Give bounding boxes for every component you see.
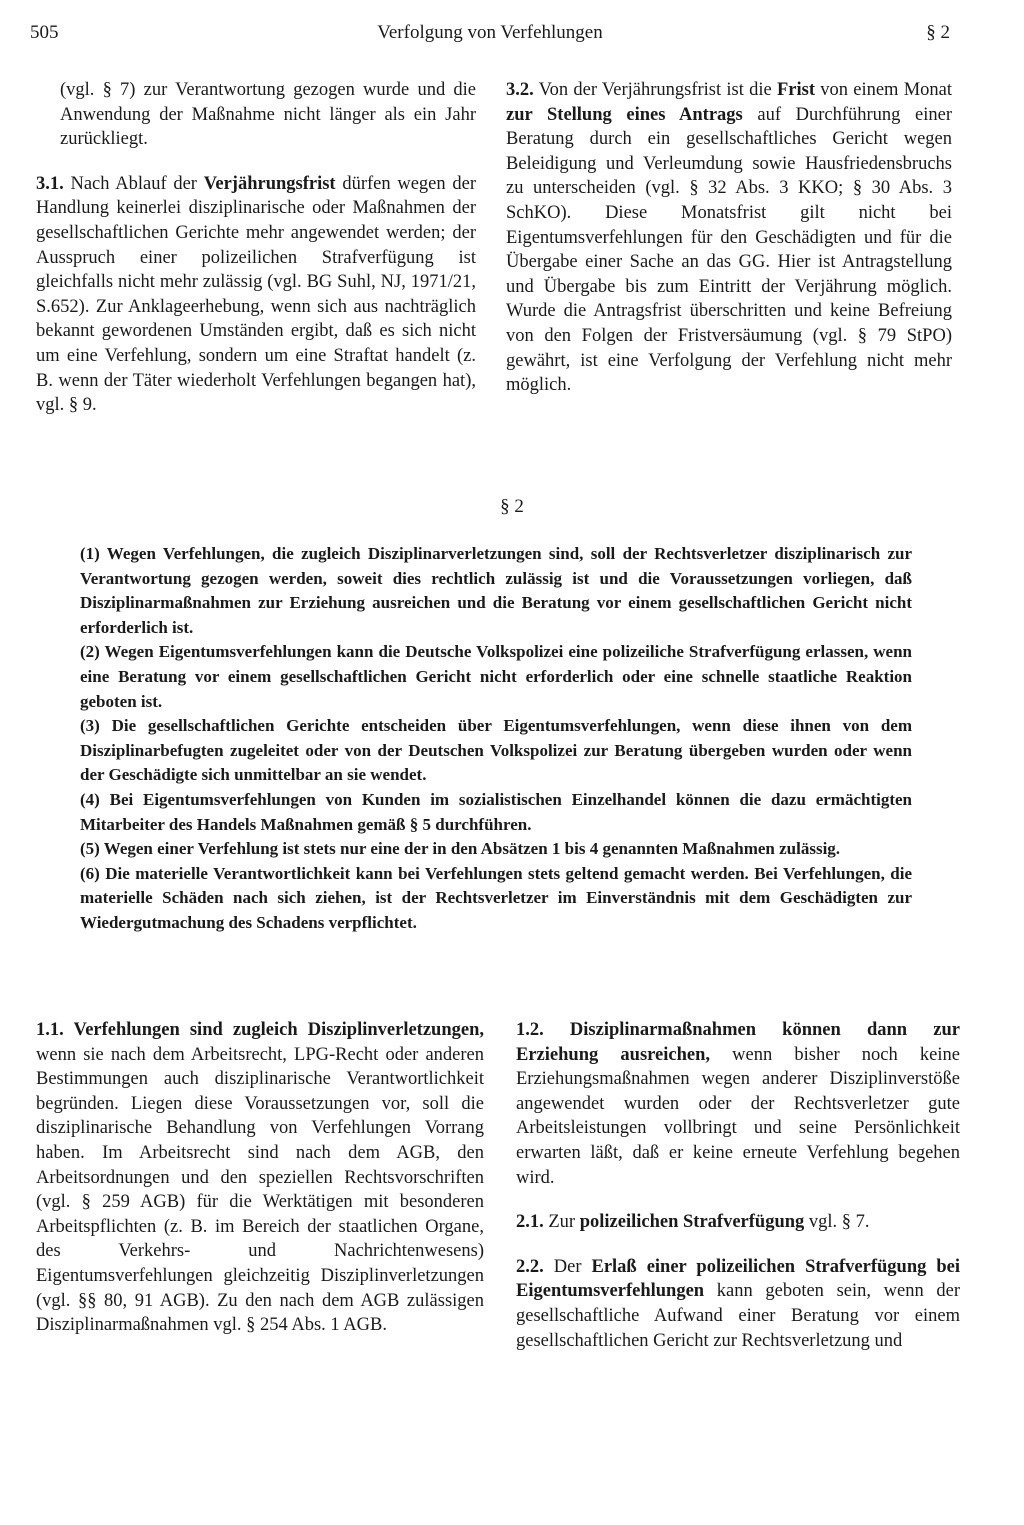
paragraph-3-1: 3.1. Nach Ablauf der Verjährungsfrist dürfen wegen der Handlung keinerlei disziplinarische oder Maßnahmen der gesellschaftlichen Gerichte mehr angewendet werden; der Ausspruch einer polizeilichen Strafverfügung ist gleichfalls nicht mehr zulässig (vgl. BG Suhl, NJ, 1971/21, S.652). Zur Anklageerhebung, wenn sich aus nachträglich bekannt gewordenen Umständen ergibt, daß es sich nicht um eine Verfehlung, sondern um eine Straftat handelt (z. B. wenn der Täter wiederholt Verfehlungen begangen hat), vgl. § 9. [36, 173, 476, 416]
law-text-block [80, 542, 912, 936]
law-paragraph-2: (2) Wegen Eigentumsverfehlungen kann die Deutsche Volkspolizei eine polizeiliche Strafverfügung erlassen, wenn eine Beratung vor einem gesellschaftlichen Gericht nicht erforderlich oder eine schnelle staatliche Reaktion geboten ist. [80, 642, 912, 711]
bottom-right-column [516, 1018, 960, 1353]
paragraph-number: 3.2. [506, 80, 534, 100]
running-title: Verfolgung von Verfehlungen [377, 22, 603, 43]
page-header [30, 22, 950, 52]
law-paragraph-6: (6) Die materielle Verantwortlichkeit kann bei Verfehlungen stets geltend gemacht werden. Bei Verfehlungen, die materielle Schäden nach sich ziehen, ist der Rechtsverletzer im Einverständnis mit dem Geschädigten zur Wiedergutmachung des Schadens verpflichtet. [80, 863, 912, 932]
running-section: § 2 [926, 22, 950, 43]
paragraph-2-1: 2.1. Zur polizeilichen Strafverfügung vgl. § 7. [516, 1212, 870, 1233]
paragraph-3-2: 3.2. Von der Verjährungsfrist ist die Frist von einem Monat zur Stellung eines Antrags auf Durchführung einer Beratung durch ein gesellschaftliches Gericht wegen Beleidigung und Verleumdung sowie Hausfriedensbruchs zu unterscheiden (vgl. § 32 Abs. 3 KKO; § 30 Abs. 3 SchKO). Diese Monatsfrist gilt nicht bei Eigentumsverfehlungen für den Geschädigten und für die Übergabe einer Sache an das GG. Hier ist Antragstellung und Übergabe bis zum Eintritt der Verjährung möglich. Wurde die Antragsfrist überschritten und keine Befreiung von den Folgen der Fristversäumung (vgl. § 79 StPO) gewährt, ist eine Verfolgung der Verfehlung nicht mehr möglich. [506, 80, 952, 396]
bottom-left-column [36, 1018, 484, 1338]
paragraph-number: 3.1. [36, 173, 64, 194]
top-right-column [506, 78, 952, 398]
page-number: 505 [30, 22, 59, 43]
paragraph-continuation: (vgl. § 7) zur Verantwortung gezogen wurde und die Anwendung der Maßnahme nicht länger als ein Jahr zurückliegt. [60, 80, 476, 150]
paragraph-2-2: 2.2. Der Erlaß einer polizeilichen Strafverfügung bei Eigentumsverfehlungen kann geboten sein, wenn der gesellschaftliche Aufwand einer Beratung vor einem gesellschaftlichen Gericht zur Rechtsverletzung und [516, 1256, 961, 1351]
law-paragraph-5: (5) Wegen einer Verfehlung ist stets nur eine der in den Absätzen 1 bis 4 genannten Maßnahmen zulässig. [80, 839, 841, 859]
section-heading: § 2 [500, 496, 524, 517]
law-paragraph-4: (4) Bei Eigentumsverfehlungen von Kunden im sozialistischen Einzelhandel können die dazu ermächtigten Mitarbeiter des Handels Maßnahmen gemäß § 5 durchführen. [80, 789, 912, 834]
law-paragraph-3: (3) Die gesellschaftlichen Gerichte entscheiden über Eigentumsverfehlungen, wenn diese ihnen von dem Disziplinarbefugten zugeleitet oder von der Deutschen Volkspolizei zur Beratung übergeben wurden oder wenn der Geschädigte sich unmittelbar an sie wendet. [80, 716, 912, 785]
top-left-column [36, 78, 476, 418]
paragraph-1-2: 1.2. Disziplinarmaßnahmen können dann zur Erziehung ausreichen, wenn bisher noch keine Erziehungsmaßnahmen wegen anderer Disziplinverstöße angewendet wurden oder der Rechtsverletzer gute Arbeitsleistungen vollbringt und seine Persönlichkeit erwarten läßt, daß er keine erneute Verfehlung begehen wird. [516, 1020, 960, 1188]
law-paragraph-1: (1) Wegen Verfehlungen, die zugleich Disziplinarverletzungen sind, soll der Rechtsverletzer disziplinarisch zur Verantwortung gezogen werden, soweit dies rechtlich zulässig ist und die Voraussetzungen vorliegen, daß Disziplinarmaßnahmen zur Erziehung ausreichen und die Beratung vor einem gesellschaftlichen Gericht nicht erforderlich ist. [80, 544, 912, 637]
paragraph-1-1: 1.1. Verfehlungen sind zugleich Disziplinverletzungen, wenn sie nach dem Arbeitsrecht, LPG-Recht oder anderen Bestimmungen auch disziplinarische Verantwortlichkeit begründen. Liegen diese Voraussetzungen vor, soll die disziplinarische Behandlung von Verfehlungen Vorrang haben. Im Arbeitsrecht sind nach dem AGB, den Arbeitsordnungen und den speziellen Rechtsvorschriften (vgl. § 259 AGB) für die Werktätigen mit besonderen Arbeitspflichten (z. B. im Bereich der staatlichen Organe, des Verkehrs- und Nachrichtenwesens) Eigentumsverfehlungen gleichzeitig Disziplinverletzungen (vgl. §§ 80, 91 AGB). Zu den nach dem AGB zulässigen Disziplinarmaßnahmen vgl. § 254 Abs. 1 AGB. [36, 1020, 484, 1336]
